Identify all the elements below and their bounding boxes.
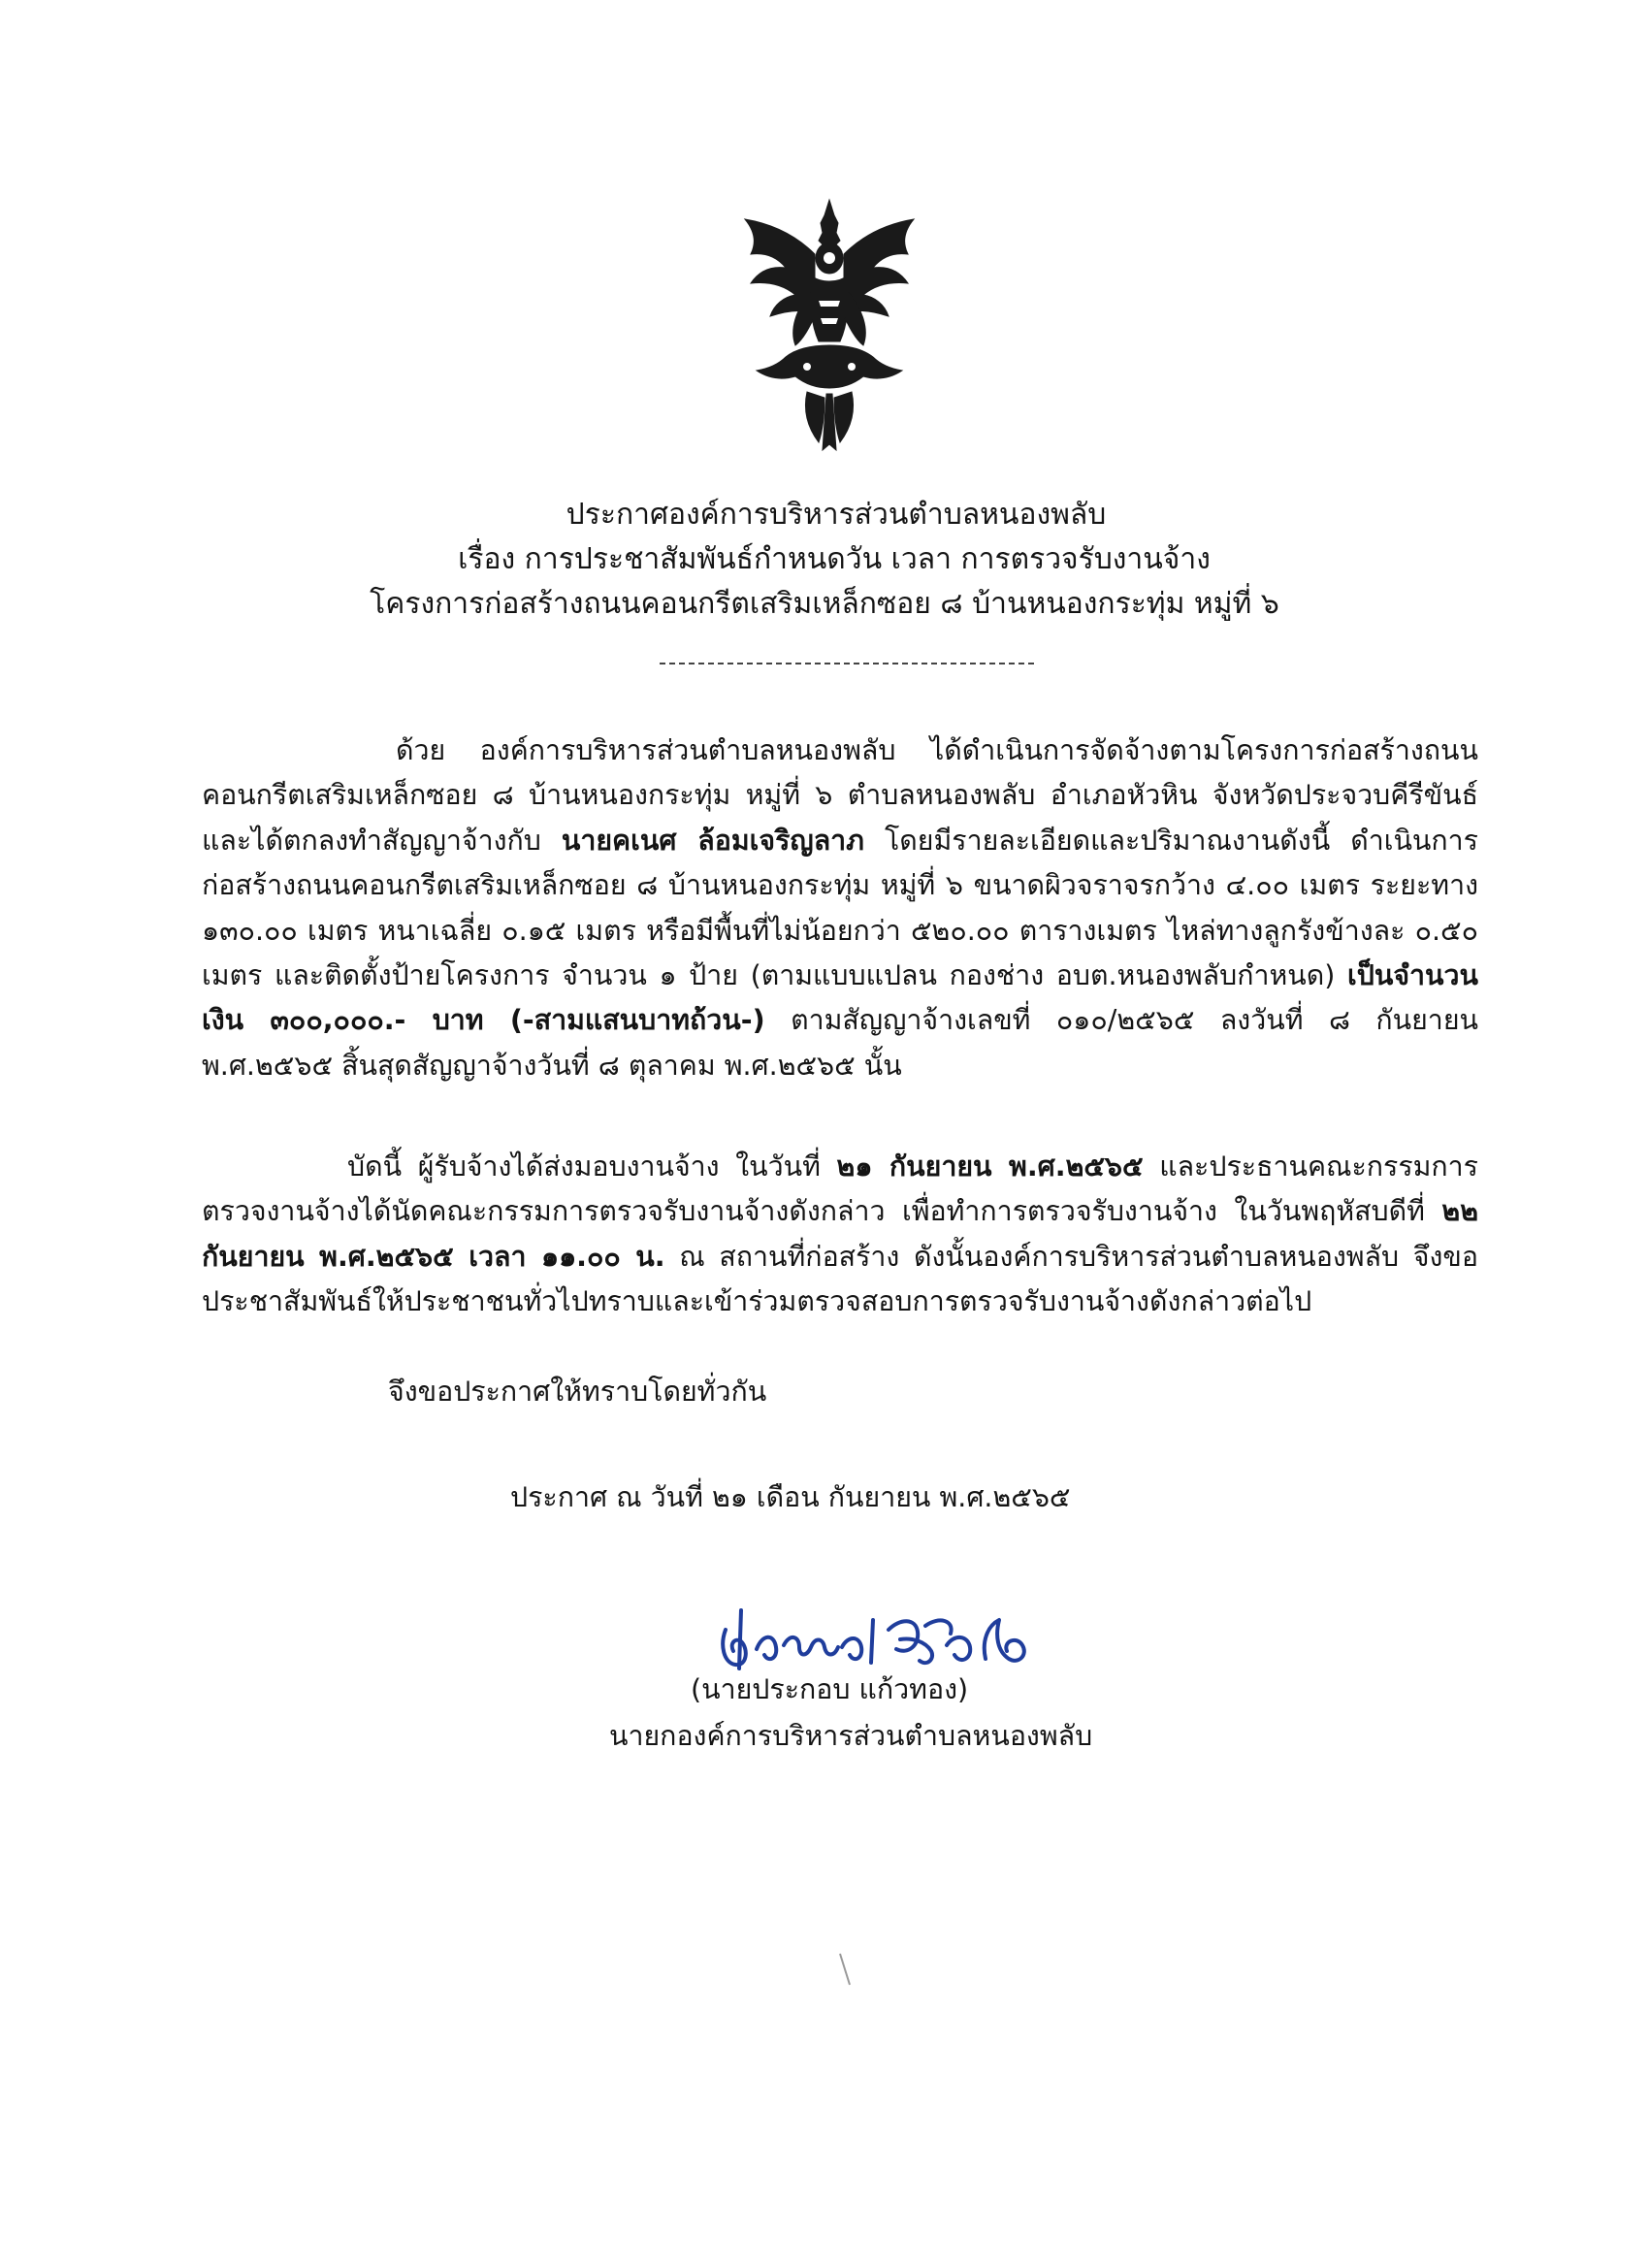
paragraph-1-text-c: ตามสัญญาจ้างเลขที่ ๐๑๐/๒๕๖๕ ลงวันที่ ๘ กันยายน พ.ศ.๒๕๖๕ สิ้นสุดสัญญาจ้างวันที่ ๘ ตุลาคม พ.ศ.๒๕๖๕ นั้น (202, 1004, 1478, 1082)
notice-project: โครงการก่อสร้างถนนคอนกรีตเสริมเหล็กซอย ๘ บ้านหนองกระทุ่ม หมู่ที่ ๖ (370, 587, 1279, 621)
paragraph-2-text-b: และประธานคณะกรรมการตรวจงานจ้างได้นัดคณะกรรมการตรวจรับงานจ้างดังกล่าว เพื่อทำการตรวจรับงานจ้าง ในวันพฤหัสบดีที่ (202, 1150, 1478, 1228)
paragraph-1-text-a: ด้วย องค์การบริหารส่วนตำบลหนองพลับ ได้ดำเนินการจัดจ้างตามโครงการก่อสร้างถนนคอนกรีตเสริมเหล็กซอย ๘ บ้านหนองกระทุ่ม หมู่ที่ ๖ ตำบลหนองพลับ อำเภอหัวหิน จังหวัดประจวบคีรีขันธ์ และได้ตกลงทำสัญญาจ้างกับ (202, 734, 1478, 857)
notice-title: ประกาศองค์การบริหารส่วนตำบลหนองพลับ (566, 498, 1107, 532)
signer-title: นายกองค์การบริหารส่วนตำบลหนองพลับ (609, 1720, 1093, 1752)
notice-subject: เรื่อง การประชาสัมพันธ์กำหนดวัน เวลา การตรวจรับงานจ้าง (458, 542, 1211, 576)
inspection-date: ๒๒ กันยายน พ.ศ.๒๕๖๕ เวลา ๑๑.๐๐ น. (202, 1195, 1478, 1273)
notice-heading (242, 493, 1406, 627)
garuda-emblem-icon (718, 194, 941, 456)
contractor-name: นายคเนศ ล้อมเจริญลาภ (561, 824, 864, 857)
body-paragraph-1 (202, 729, 1478, 1088)
body-paragraph-2 (202, 1145, 1478, 1325)
contract-amount: เป็นจำนวนเงิน ๓๐๐,๐๐๐.- บาท (-สามแสนบาทถ้วน-) (202, 959, 1478, 1037)
paragraph-2-text-a: บัดนี้ ผู้รับจ้างได้ส่งมอบงานจ้าง ในวันที่ (347, 1150, 837, 1183)
delivery-date: ๒๑ กันยายน พ.ศ.๒๕๖๕ (836, 1150, 1144, 1183)
scan-mark (836, 1950, 856, 1989)
signer-name: (นายประกอบ แก้วทอง) (691, 1673, 969, 1705)
paragraph-2-text-c: ณ สถานที่ก่อสร้าง ดังนั้นองค์การบริหารส่วนตำบลหนองพลับ จึงขอประชาสัมพันธ์ให้ประชาชนทั่วไปทราบและเข้าร่วมตรวจสอบการตรวจรับงานจ้างดังกล่าวต่อไป (202, 1240, 1478, 1318)
heading-divider (660, 663, 1034, 664)
announcement-date: ประกาศ ณ วันที่ ๒๑ เดือน กันยายน พ.ศ.๒๕๖๕ (510, 1481, 1071, 1513)
body-paragraph-3: จึงขอประกาศให้ทราบโดยทั่วกัน (388, 1376, 767, 1408)
paragraph-1-text-b: โดยมีรายละเอียดและปริมาณงานดังนี้ ดำเนินการก่อสร้างถนนคอนกรีตเสริมเหล็กซอย ๘ บ้านหนองกระทุ่ม หมู่ที่ ๖ ขนาดผิวจราจรกว้าง ๔.๐๐ เมตร ระยะทาง ๑๓๐.๐๐ เมตร หนาเฉลี่ย ๐.๑๕ เมตร หรือมีพื้นที่ไม่น้อยกว่า ๕๒๐.๐๐ ตารางเมตร ไหล่ทางลูกรังข้างละ ๐.๕๐ เมตร และติดตั้งป้ายโครงการ จำนวน ๑ ป้าย (ตามแบบแปลน กองช่าง อบต.หนองพลับกำหนด) (202, 824, 1478, 992)
